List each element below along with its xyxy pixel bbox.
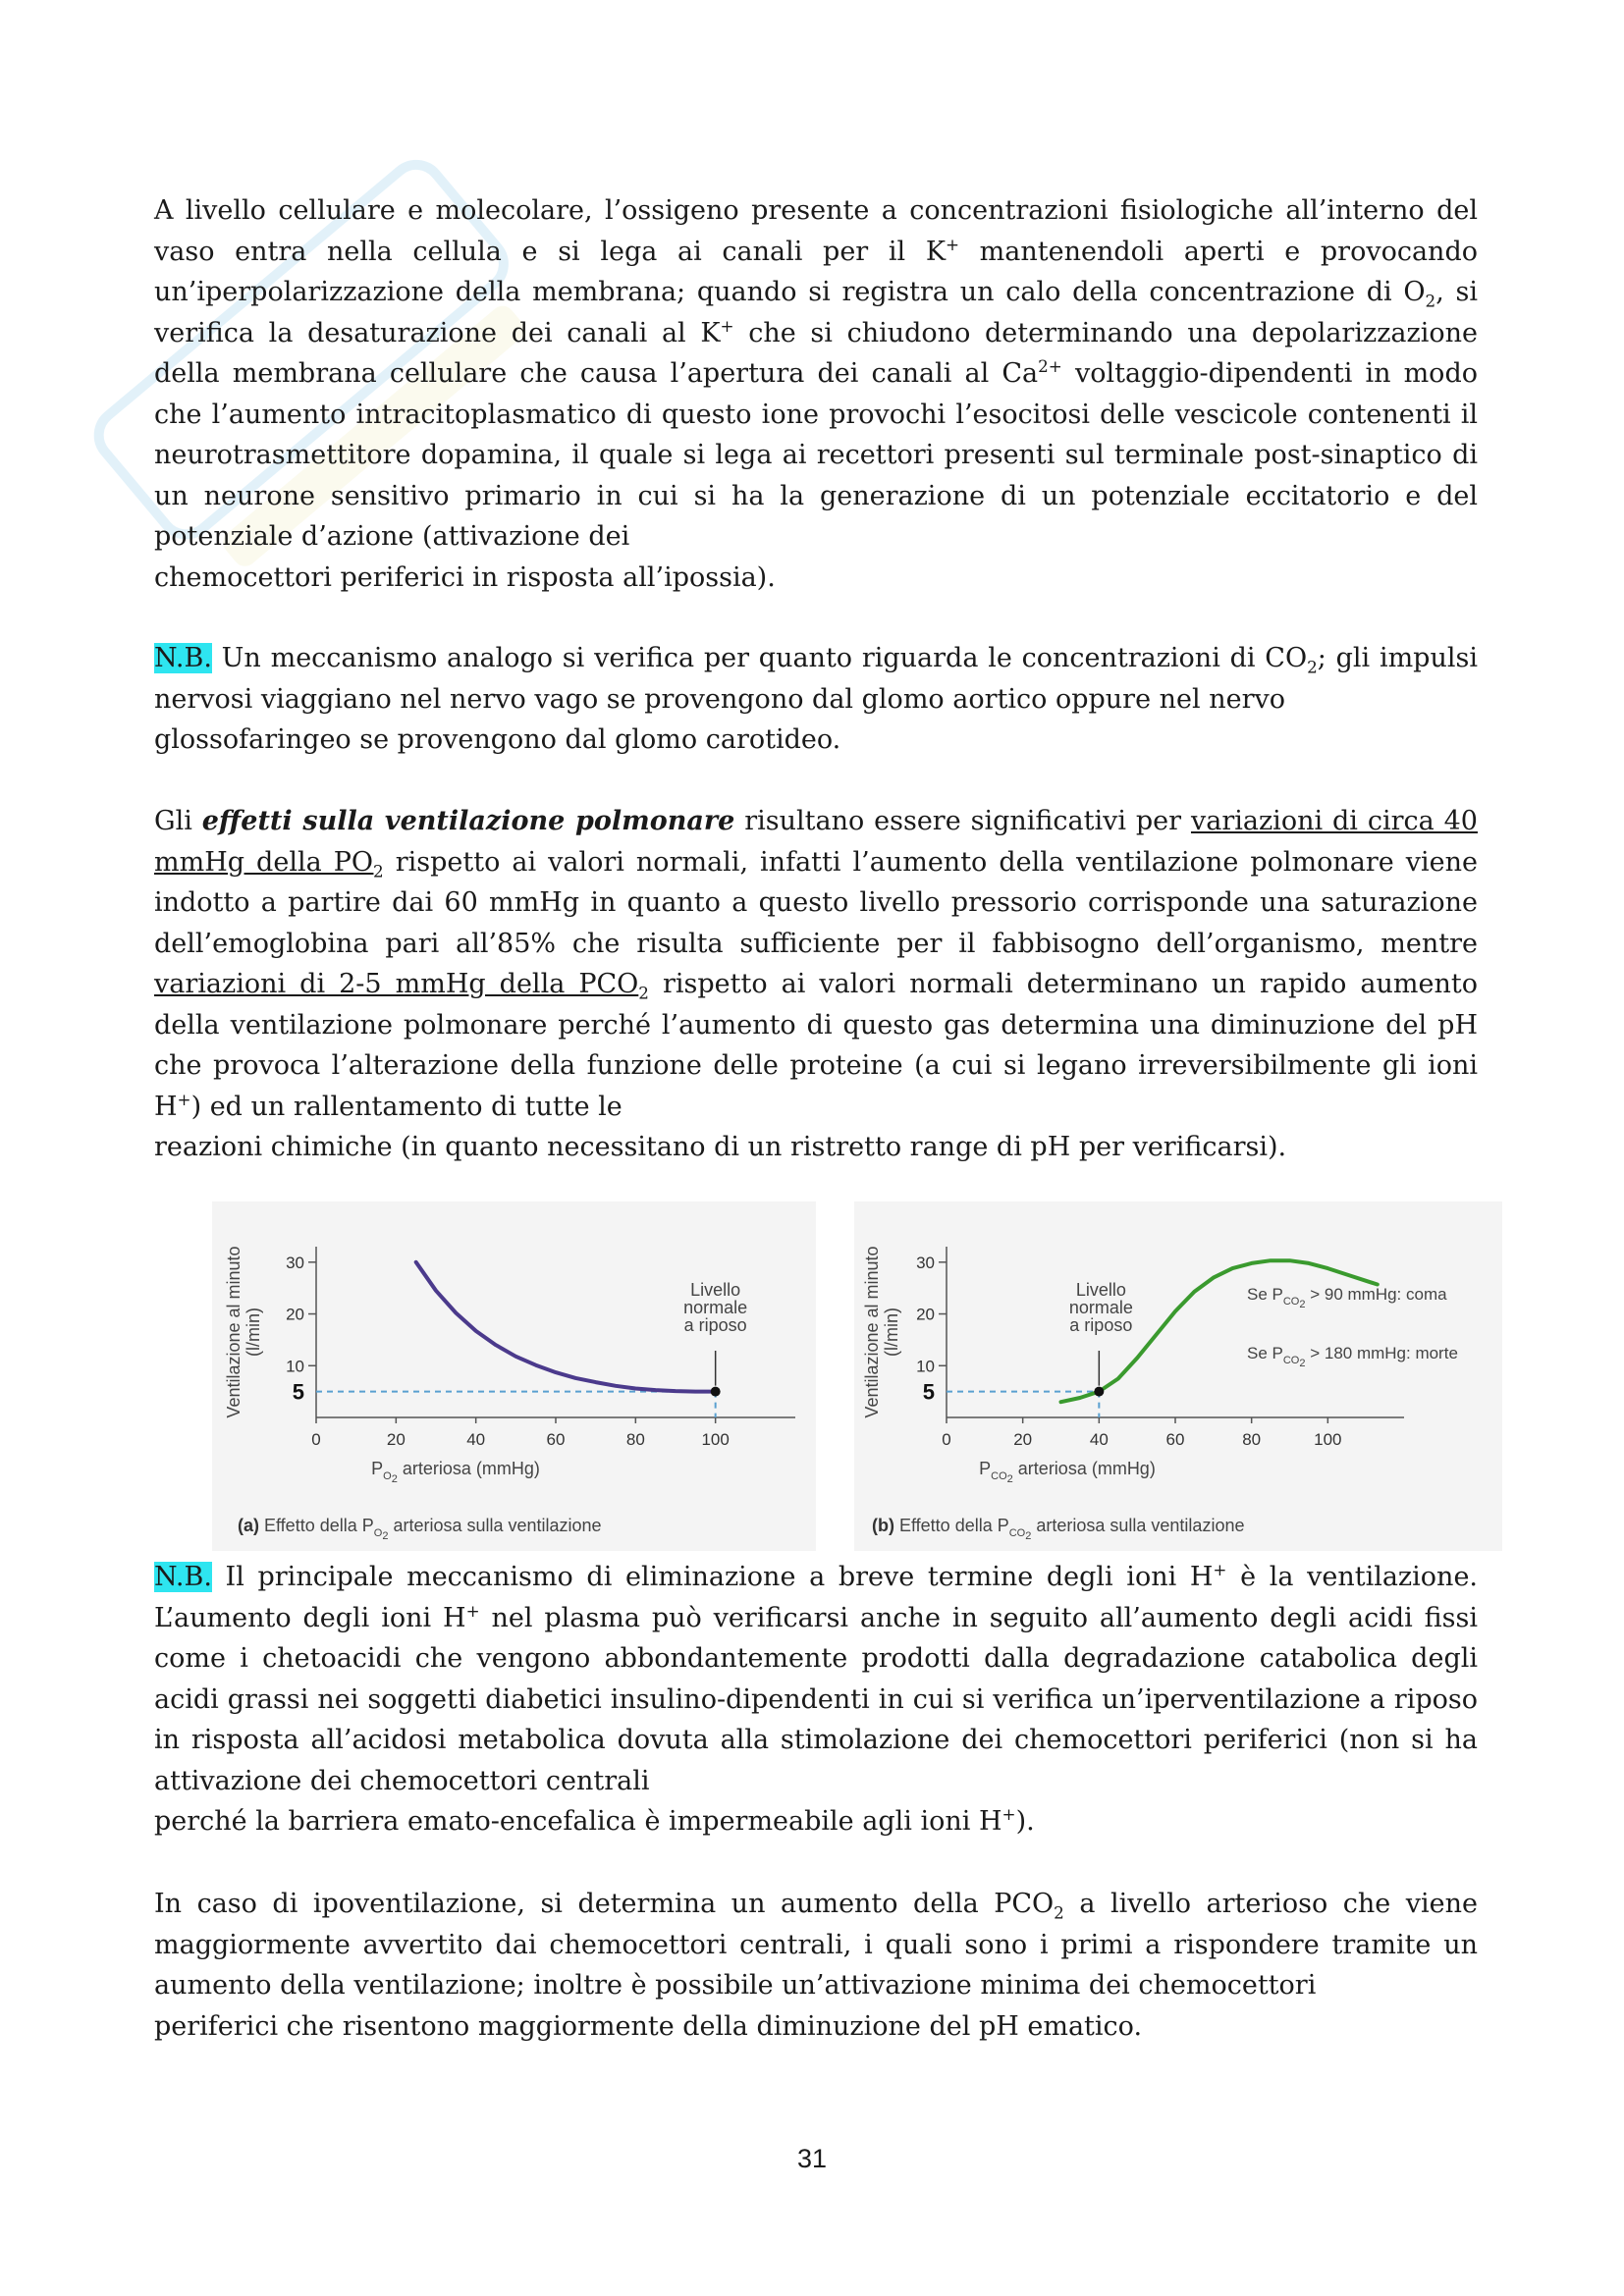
paragraph-ventilation-effects: Gli effetti sulla ventilazione polmonare risultano essere significativi per variazioni di circa 40 mmHg della $PO_2$ rispetto ai valori normali, infatti l’aumento della ventilazione polmonare viene indotto a partire dai 60 mmHg in quanto a questo livello pressorio corrisponde una saturazione dell’emoglobina pari all’85% che risulta sufficiente per il fabbisogno dell’organismo, mentre variazioni di 2-5 mmHg della $PCO_2$ rispetto ai valori normali determinano un rapido aumento della ventilazione polmonare perché l’aumento di questo gas determina una diminuzione del pH che provoca l’alterazione della funzione delle proteine (a cui si legano irreversibilmente gli ioni H+) ed un rallentamento di tutte le reazioni chimiche (in quanto necessitano di un ristretto range di pH per verificarsi). bbox=[154, 806, 1478, 1162]
y-tick-label: 10 bbox=[286, 1357, 304, 1376]
chart-pco2-ventilation bbox=[854, 1201, 1502, 1551]
y-axis-label-line2: (l/min) bbox=[244, 1308, 263, 1357]
annotation-text: a riposo bbox=[683, 1315, 747, 1335]
x-tick-label: 0 bbox=[311, 1430, 321, 1449]
underlined-po2-variation: variazioni di circa 40 mmHg della $PO_2$ bbox=[154, 806, 1478, 881]
chart-caption: (a) Effetto della $P_O2$ arteriosa sulla ventilazione bbox=[238, 1516, 602, 1542]
x-tick-label: 80 bbox=[1242, 1430, 1262, 1449]
y-axis-label bbox=[862, 1246, 901, 1417]
paragraph-nb-h-ions: N.B. Il principale meccanismo di eliminazione a breve termine degli ioni H+ è la ventilazione. L’aumento degli ioni H+ nel plasma può verificarsi anche in seguito all’aumento degli acidi fissi come i chetoacidi che vengono abbondantemente prodotti dalla degradazione catabolica degli acidi grassi nei soggetti diabetici insulino-dipendenti in cui si verifica un’iperventilazione a riposo in risposta all’acidosi metabolica dovuta alla stimolazione dei chemocettori periferici (non si ha attivazione dei chemocettori centrali perché la barriera emato-encefalica è impermeabile agli ioni H+). bbox=[154, 1560, 1479, 1837]
threshold-note: Se $P_{CO}2 > 90$ mmHg: coma bbox=[1247, 1285, 1447, 1310]
y-axis-label-line1: Ventilazione al minuto bbox=[862, 1246, 882, 1418]
paragraph-oxygen-mechanism: A livello cellulare e molecolare, l’ossigeno presente a concentrazioni fisiologiche all’interno del vaso entra nella cellula e si lega ai canali per il K+ mantenendoli aperti e provocando un’iperpolarizzazione della membrana; quando si registra un calo della concentrazione di $O_2$, si verifica la desaturazione dei canali al K+ che si chiudono determinando una depolarizzazione della membrana cellulare che causa l’apertura dei canali al $Ca^{2+}$ voltaggio-dipendenti in modo che l’aumento intracitoplasmatico di questo ione provochi l’esocitosi delle vescicole contenenti il neurotrasmettitore dopamina, il quale si lega ai recettori presenti sul terminale post-sinaptico di un neurone sensitivo primario in cui si ha la generazione di un potenziale eccitatorio e del potenziale d’azione (attivazione dei chemocettori periferici in risposta all’ipossia). bbox=[154, 195, 1478, 593]
chart-b-svg bbox=[854, 1201, 1502, 1551]
x-tick-label: 0 bbox=[942, 1430, 951, 1449]
x-tick-label: 80 bbox=[625, 1430, 645, 1449]
data-curve bbox=[416, 1262, 716, 1392]
y-axis-label bbox=[224, 1246, 263, 1417]
x-tick-label: 40 bbox=[466, 1430, 486, 1449]
underlined-pco2-variation: variazioni di 2-5 mmHg della $PCO_2$ bbox=[154, 969, 649, 1003]
y-tick-label: 10 bbox=[916, 1357, 935, 1376]
y-tick-label: 20 bbox=[286, 1305, 304, 1324]
resting-level-marker bbox=[1094, 1387, 1104, 1397]
nb-highlight: N.B. bbox=[154, 1562, 212, 1592]
annotation-text: normale bbox=[1068, 1298, 1133, 1317]
y-tick-label: 30 bbox=[286, 1253, 304, 1272]
annotation-text: a riposo bbox=[1069, 1315, 1133, 1335]
paragraph-nb-co2: N.B. Un meccanismo analogo si verifica per quanto riguarda le concentrazioni di $CO_2$; gli impulsi nervosi viaggiano nel nervo vago se provengono dal glomo aortico oppure nel nervo glossofaringeo se provengono dal glomo carotideo. bbox=[154, 643, 1478, 755]
nb-highlight: N.B. bbox=[154, 643, 212, 673]
x-axis-label: $P_O2$ arteriosa (mmHg) bbox=[371, 1459, 540, 1485]
x-tick-label: 60 bbox=[546, 1430, 566, 1449]
y-reference-label: 5 bbox=[922, 1379, 935, 1405]
resting-level-marker bbox=[711, 1387, 721, 1397]
annotation-text: normale bbox=[683, 1298, 748, 1317]
y-axis-label-line2: (l/min) bbox=[882, 1308, 901, 1357]
x-axis-label: $P_{CO}2$ arteriosa (mmHg) bbox=[979, 1459, 1156, 1485]
x-tick-label: 100 bbox=[701, 1430, 730, 1449]
x-tick-label: 20 bbox=[386, 1430, 406, 1449]
bold-italic-term: effetti sulla ventilazione polmonare bbox=[201, 806, 735, 836]
page-number: 31 bbox=[796, 2144, 828, 2173]
paragraph-hypoventilation: In caso di ipoventilazione, si determina un aumento della $PCO_2$ a livello arterioso che viene maggiormente avvertito dai chemocettori centrali, i quali sono i primi a rispondere tramite un aumento della ventilazione; inoltre è possibile un’attivazione minima dei chemocettori periferici che risentono maggiormente della diminuzione del pH ematico. bbox=[154, 1889, 1478, 2042]
annotation-text: Livello bbox=[1075, 1280, 1126, 1300]
y-reference-label: 5 bbox=[292, 1379, 304, 1405]
x-tick-label: 60 bbox=[1165, 1430, 1185, 1449]
x-tick-label: 20 bbox=[1013, 1430, 1033, 1449]
annotation-text: Livello bbox=[690, 1280, 741, 1300]
y-tick-label: 20 bbox=[916, 1305, 935, 1324]
y-tick-label: 30 bbox=[916, 1253, 935, 1272]
y-axis-label-line1: Ventilazione al minuto bbox=[224, 1246, 244, 1418]
chart-caption: (b) Effetto della $P_{CO}2$ arteriosa sulla ventilazione bbox=[872, 1516, 1245, 1542]
x-tick-label: 40 bbox=[1089, 1430, 1109, 1449]
threshold-note: Se $P_{CO}2 > 180$ mmHg: morte bbox=[1247, 1344, 1458, 1369]
chart-po2-ventilation bbox=[212, 1201, 816, 1551]
x-tick-label: 100 bbox=[1314, 1430, 1342, 1449]
chart-a-svg bbox=[212, 1201, 816, 1551]
